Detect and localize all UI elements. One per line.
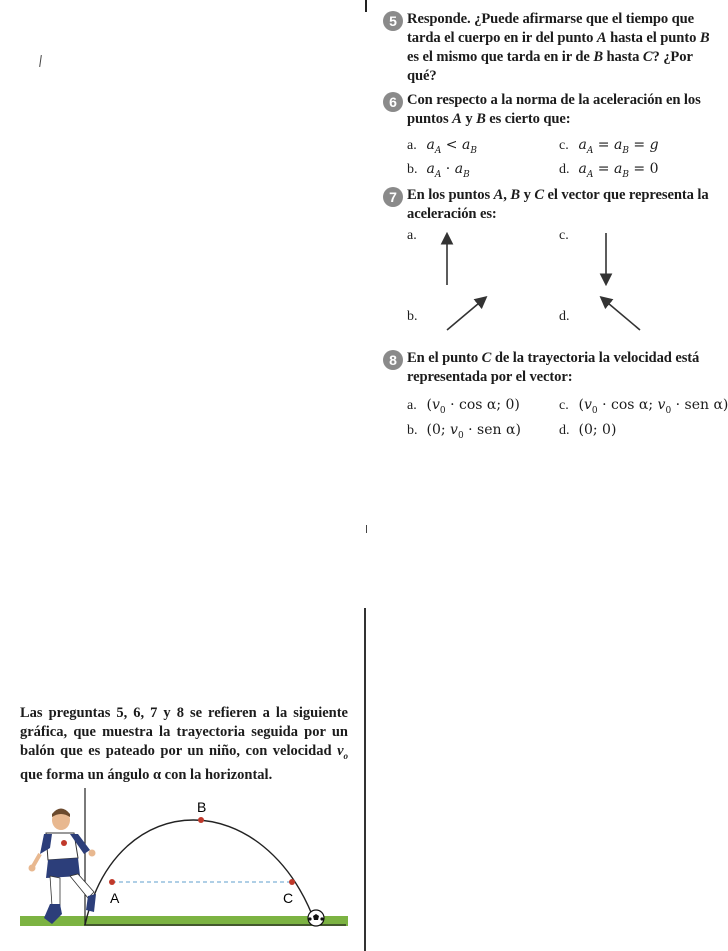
point-c [289,879,295,885]
label-c: C [283,890,294,906]
question-text: Responde. ¿Puede afirmarse que el tiempo que tarda el cuerpo en ir del punto A hasta el punto B es el mismo que tarda en ir de B hasta C? ¿Por qué? [407,11,710,84]
kicking-boy-icon [29,809,97,925]
question-8 [383,349,711,387]
trajectory-figure [16,788,352,938]
option-b[interactable]: b. (0; $v_0$ · sen α) [407,422,521,441]
option-c[interactable]: c. $a_A = a_B = g$ [559,137,659,156]
option-d[interactable]: d. (0; 0) [559,422,617,438]
option-c[interactable]: c. ($v_0 \cdot \cos \alpha$; $v_0$ · sen α) [559,397,728,416]
option-a[interactable]: a. [407,228,417,243]
label-a: A [110,890,120,906]
question-number-badge: 7 [383,187,403,207]
intro-paragraph: Las preguntas 5, 6, 7 y 8 se refieren a la siguiente gráfica, que muestra la trayectoria seguida por un balón que es pateado por un niño, con velocidad $v_o$ que forma un ángulo α con la horizontal. [20,705,348,783]
label-b: B [197,799,207,815]
q7-arrows [420,225,660,340]
column-rule-top [365,0,367,12]
option-d[interactable]: d. $a_A = a_B = 0$ [559,161,659,180]
question-number-badge: 6 [383,92,403,112]
arrow-up-right-icon [447,298,485,330]
question-number-badge: 8 [383,350,403,370]
question-number-badge: 5 [383,11,403,31]
scan-mark [39,55,42,67]
arrow-up-left-icon [602,298,640,330]
option-d[interactable]: d. [559,309,570,324]
question-text: Con respecto a la norma de la aceleración en los puntos A y B es cierto que: [407,92,701,127]
question-text: En los puntos A, B y C el vector que representa la aceleración es: [407,187,709,222]
point-b [198,817,204,823]
option-a[interactable]: a. $a_A < a_B$ [407,137,477,156]
question-text: En el punto C de la trayectoria la velocidad está representada por el vector: [407,350,700,385]
trajectory-curve [85,820,316,925]
point-a [109,879,115,885]
scan-mark [366,525,367,533]
option-b[interactable]: b. $a_A \cdot a_B$ [407,161,470,180]
soccer-ball-icon [308,910,324,926]
option-a[interactable]: a. ($v_0 \cdot \cos \alpha$; 0) [407,397,520,416]
column-rule-bottom [364,608,366,951]
option-c[interactable]: c. [559,228,569,243]
option-b[interactable]: b. [407,309,418,324]
question-6 [383,91,711,129]
question-5 [383,10,711,86]
question-7 [383,186,711,224]
